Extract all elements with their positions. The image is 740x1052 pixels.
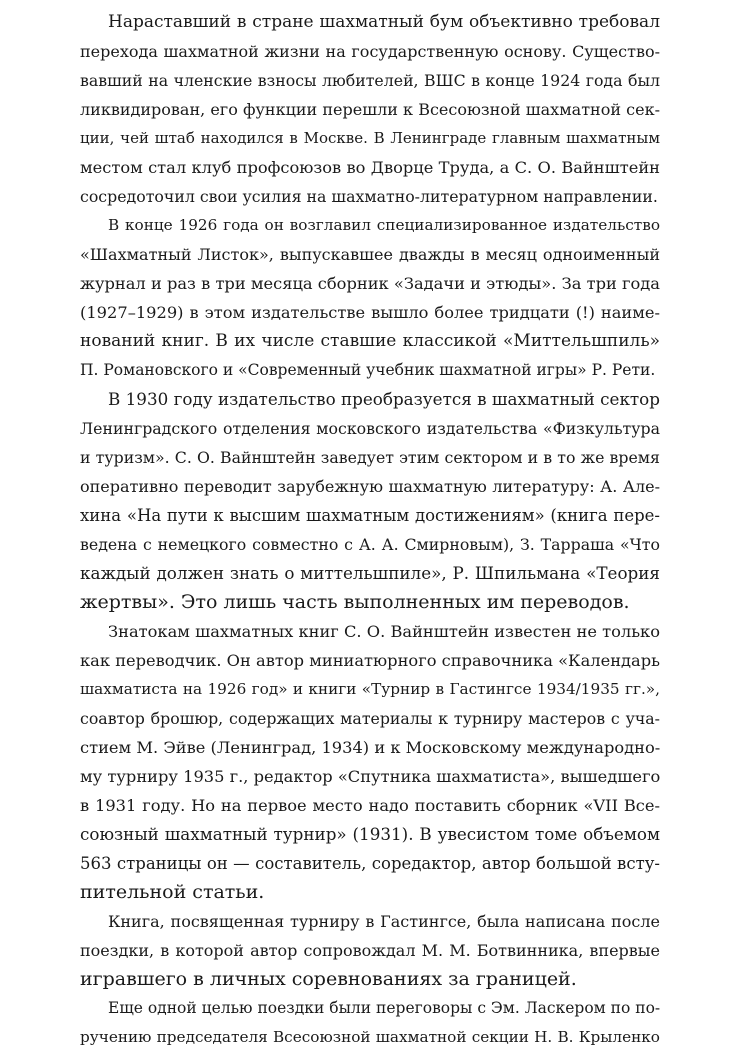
- text-line: пительной статьи.: [80, 881, 265, 903]
- text-line: Нараставший в стране шахматный бум объективно требовал: [108, 12, 660, 32]
- paragraph-2: [80, 211, 660, 385]
- text-line: Ленинградского отделения московского издательства «Физкультура: [80, 419, 660, 438]
- text-line: союзный шахматный турнир» (1931). В увесистом томе объемом: [80, 824, 660, 844]
- text-line: в 1931 году. Но на первое место надо поставить сборник «VII Все-: [80, 796, 660, 815]
- text-line: ведена с немецкого совместно с А. А. Смирновым), З. Тарраша «Что: [80, 535, 660, 554]
- text-line: ции, чей штаб находился в Москве. В Ленинграде главным шахматным: [80, 129, 660, 147]
- text-line: му турниру 1935 г., редактор «Спутника шахматиста», вышедшего: [80, 767, 660, 786]
- paragraph-5: [80, 907, 660, 994]
- text-line: местом стал клуб профсоюзов во Дворце Труда, а С. О. Вайнштейн: [80, 158, 660, 177]
- text-line: игравшего в личных соревнованиях за границей.: [80, 968, 577, 990]
- text-line: перехода шахматной жизни на государственную основу. Существо-: [80, 42, 660, 61]
- text-line: вавший на членские взносы любителей, ВШС в конце 1924 года был: [80, 71, 660, 90]
- text-line: каждый должен знать о миттельшпиле», Р. Шпильмана «Теория: [80, 563, 660, 583]
- text-line: 563 страницы он — составитель, соредактор, автор большой всту-: [80, 854, 660, 873]
- paragraph-1: [80, 8, 660, 211]
- paragraph-4: [80, 617, 660, 907]
- text-line: соавтор брошюр, содержащих материалы к турниру мастеров с уча-: [80, 709, 660, 728]
- text-line: журнал и раз в три месяца сборник «Задачи и этюды». За три года: [80, 274, 660, 293]
- text-line: стием М. Эйве (Ленинград, 1934) и к Московскому международно-: [80, 738, 660, 757]
- text-line: Знатокам шахматных книг С. О. Вайнштейн известен не только: [108, 622, 660, 641]
- text-line: Еще одной целью поездки были переговоры с Эм. Ласкером по по-: [108, 999, 660, 1017]
- paragraph-3: [80, 385, 660, 617]
- text-line: хина «На пути к высшим шахматным достижениям» (книга пере-: [80, 506, 660, 525]
- book-page: [80, 8, 660, 1052]
- text-line: сосредоточил свои усилия на шахматно-литературном направлении.: [80, 187, 658, 206]
- text-line: шахматиста на 1926 год» и книги «Турнир в Гастингсе 1934/1935 гг.»,: [80, 680, 660, 698]
- text-line: Книга, посвященная турниру в Гастингсе, была написана после: [108, 912, 660, 931]
- text-line: ликвидирован, его функции перешли к Всесоюзной шахматной сек-: [80, 100, 660, 119]
- text-line: поездки, в которой автор сопровождал М. М. Ботвинника, впервые: [80, 941, 660, 960]
- paragraph-6: [80, 994, 660, 1052]
- text-line: оперативно переводит зарубежную шахматную литературу: А. Але-: [80, 477, 660, 496]
- text-line: В 1930 году издательство преобразуется в шахматный сектор: [108, 389, 660, 409]
- text-line: и туризм». С. О. Вайнштейн заведует этим сектором и в то же время: [80, 448, 660, 467]
- text-line: «Шахматный Листок», выпускавшее дважды в месяц одноименный: [80, 245, 660, 264]
- text-line: жертвы». Это лишь часть выполненных им переводов.: [80, 591, 630, 613]
- text-line: как переводчик. Он автор миниатюрного справочника «Календарь: [80, 651, 660, 670]
- text-line: П. Романовского и «Современный учебник шахматной игры» Р. Рети.: [80, 361, 656, 379]
- text-line: ручению председателя Всесоюзной шахматной секции Н. В. Крыленко: [80, 1028, 660, 1046]
- text-line: (1927–1929) в этом издательстве вышло более тридцати (!) наиме-: [80, 303, 660, 322]
- text-line: В конце 1926 года он возглавил специализированное издательство: [108, 216, 660, 234]
- text-line: нований книг. В их числе ставшие классикой «Миттельшпиль»: [80, 331, 660, 351]
